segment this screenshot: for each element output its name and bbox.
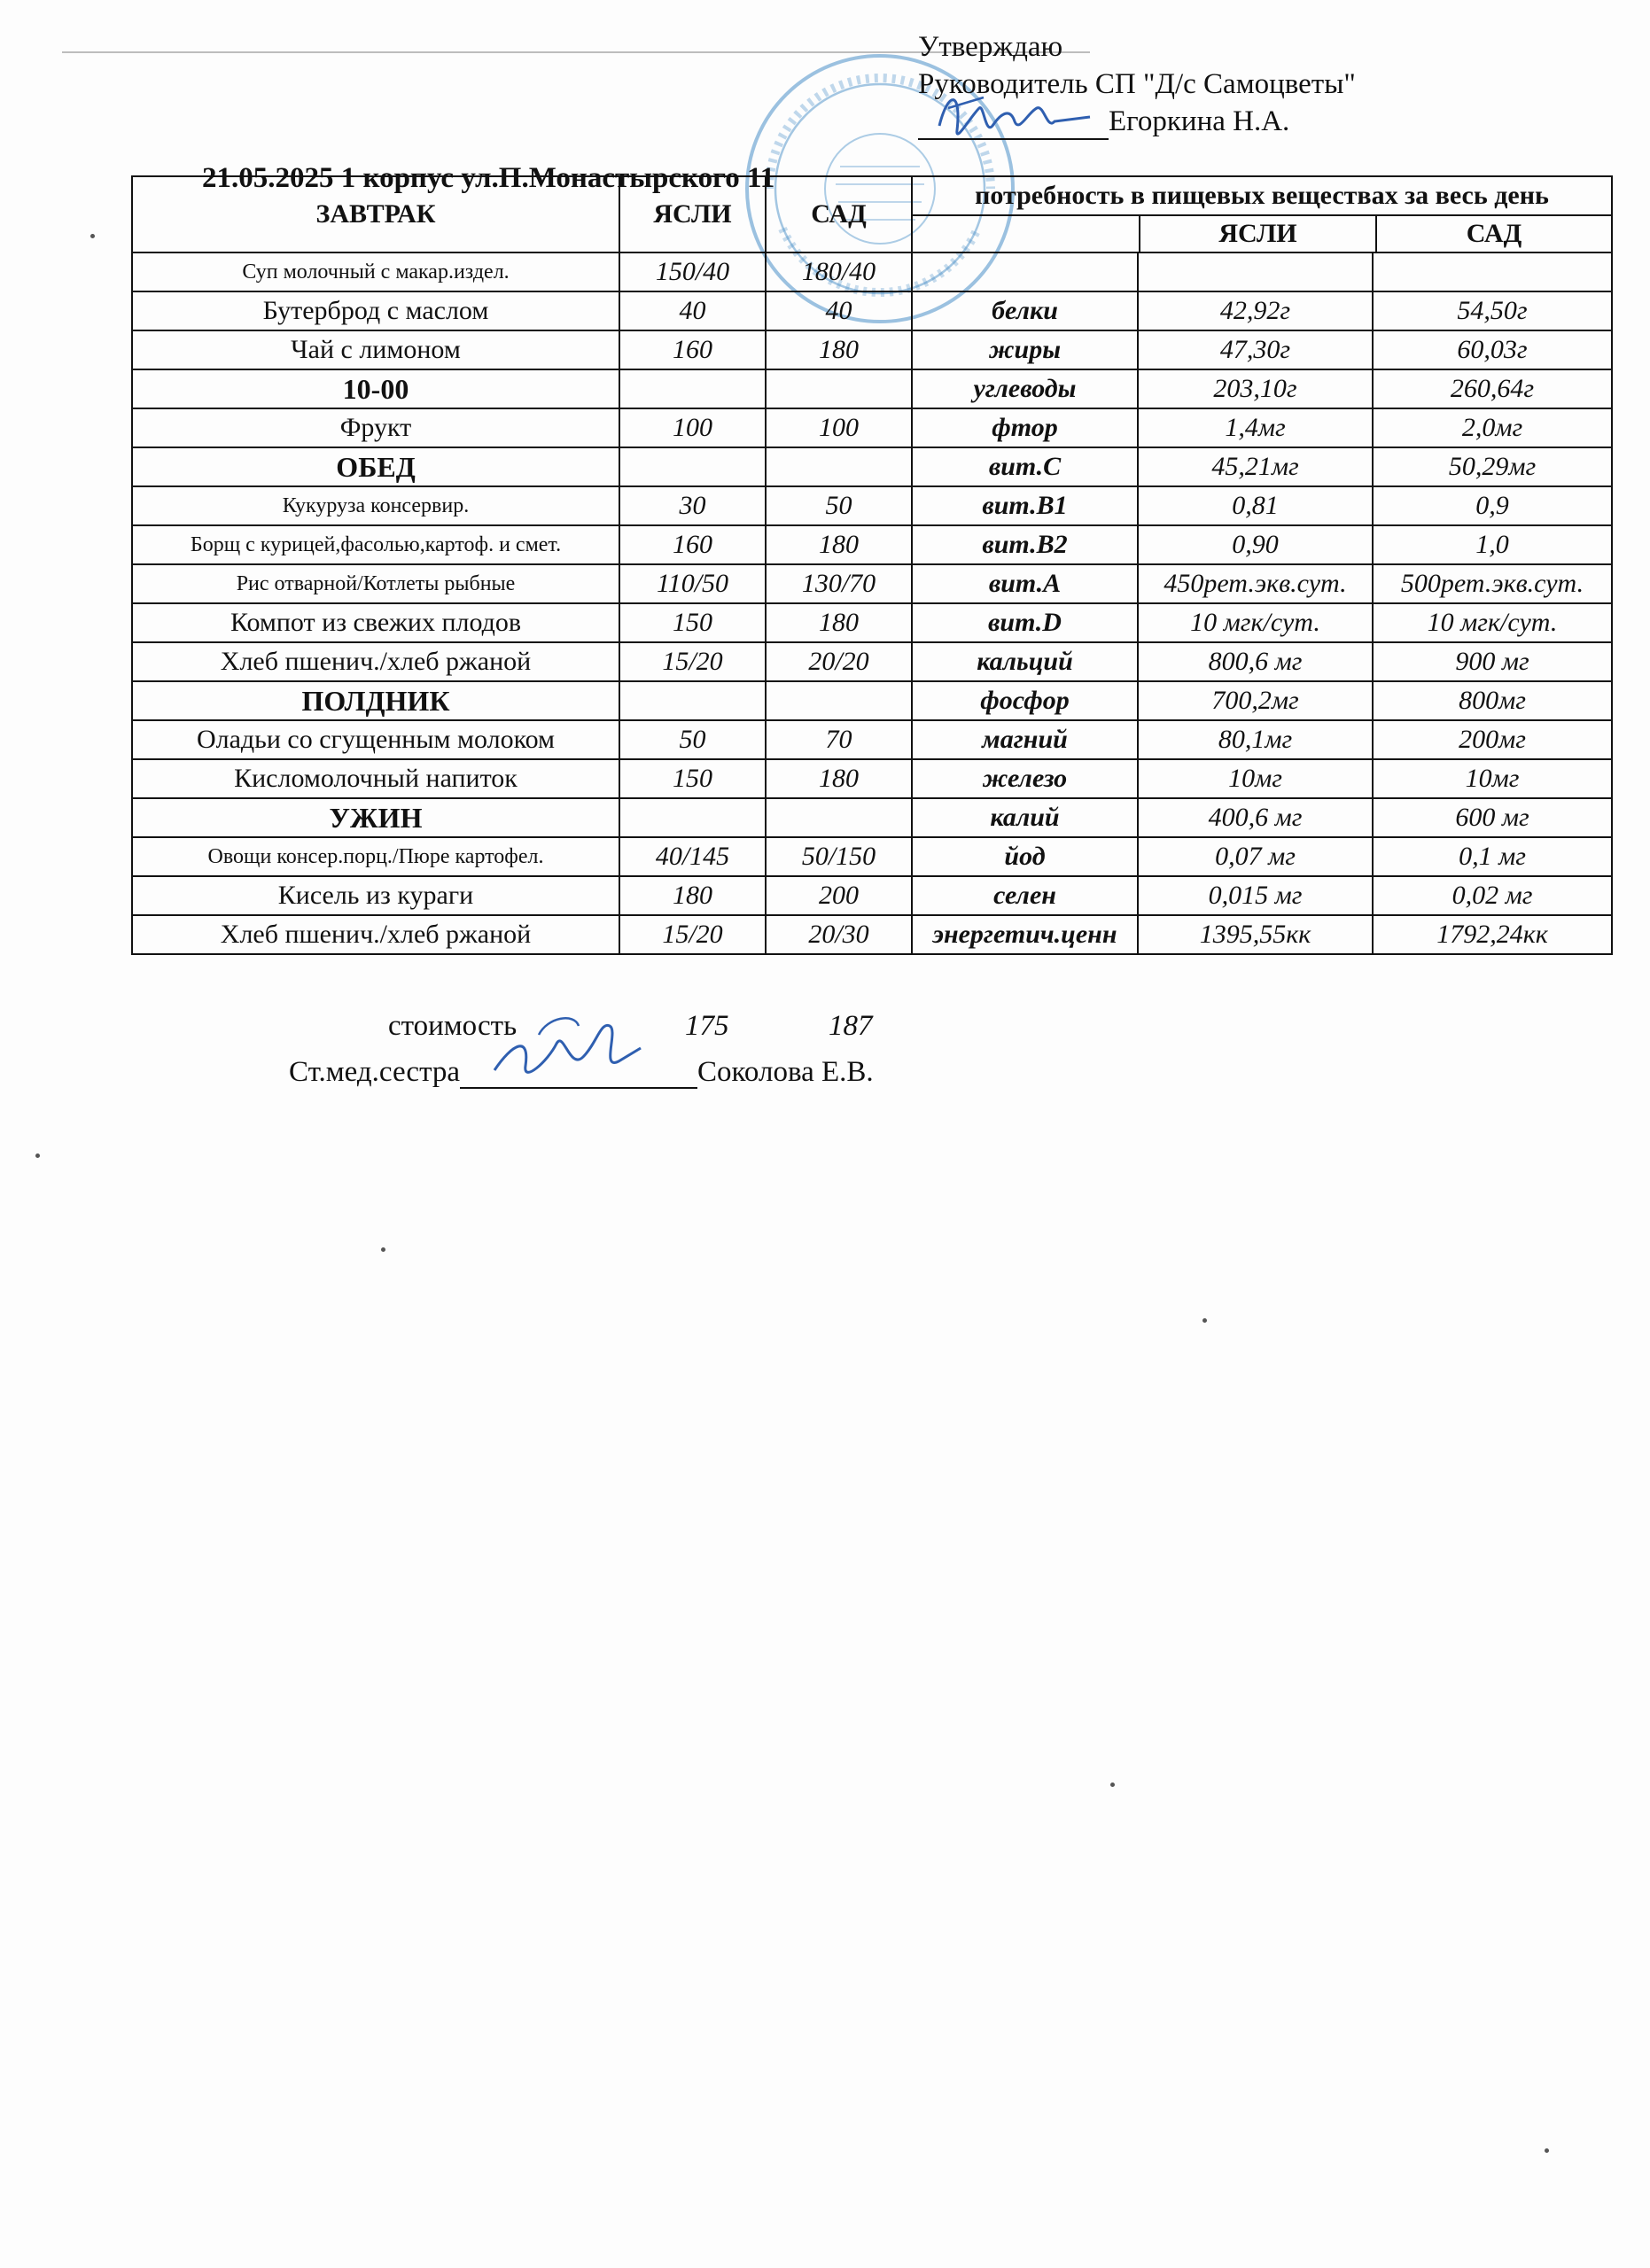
cost-yasli: 175 (685, 1010, 729, 1042)
sad-portion (766, 798, 912, 837)
nutrient-name: фосфор (912, 681, 1138, 720)
yasli-portion: 30 (619, 486, 766, 525)
yasli-portion: 160 (619, 330, 766, 369)
nutrient-yasli: 0,07 мг (1138, 837, 1373, 876)
yasli-portion (619, 369, 766, 408)
table-row (132, 252, 1612, 291)
table-row (132, 369, 1612, 408)
header-n-yasli: ЯСЛИ (1140, 216, 1377, 252)
table-row (132, 486, 1612, 525)
dish-name: Суп молочный с макар.издел. (132, 252, 619, 291)
table-row (132, 642, 1612, 681)
header-yasli: ЯСЛИ (619, 176, 766, 252)
header-nutrients-title: потребность в пищевых веществах за весь день (913, 177, 1611, 216)
sad-portion: 180 (766, 525, 912, 564)
table-row (132, 291, 1612, 330)
dish-name: Фрукт (132, 408, 619, 447)
meal-heading: ОБЕД (132, 447, 619, 486)
nutrient-name: вит.D (912, 603, 1138, 642)
yasli-portion: 150/40 (619, 252, 766, 291)
table-row (132, 330, 1612, 369)
nutrient-name: жиры (912, 330, 1138, 369)
table-row (132, 447, 1612, 486)
nutrient-yasli: 1395,55кк (1138, 915, 1373, 954)
sad-portion: 40 (766, 291, 912, 330)
meal-heading: УЖИН (132, 798, 619, 837)
sad-portion: 180/40 (766, 252, 912, 291)
nutrient-name: вит.А (912, 564, 1138, 603)
dish-name: Кисломолочный напиток (132, 759, 619, 798)
sad-portion: 200 (766, 876, 912, 915)
nutrient-yasli: 450рет.экв.сут. (1138, 564, 1373, 603)
nutrient-yasli: 45,21мг (1138, 447, 1373, 486)
scan-speck (1110, 1783, 1115, 1787)
nutrient-name: фтор (912, 408, 1138, 447)
table-row (132, 837, 1612, 876)
sad-portion: 180 (766, 330, 912, 369)
table-row (132, 603, 1612, 642)
dish-name: Оладьи со сгущенным молоком (132, 720, 619, 759)
dish-name: Борщ с курицей,фасолью,картоф. и смет. (132, 525, 619, 564)
nurse-name: Соколова Е.В. (697, 1056, 874, 1088)
nutrient-sad: 500рет.экв.сут. (1373, 564, 1612, 603)
yasli-portion: 160 (619, 525, 766, 564)
scan-speck (35, 1153, 40, 1158)
sad-portion: 20/20 (766, 642, 912, 681)
approval-line1: Утверждаю (918, 31, 1063, 63)
header-meal: ЗАВТРАК (132, 176, 619, 252)
yasli-portion (619, 447, 766, 486)
approver-name: Егоркина Н.А. (1109, 105, 1290, 137)
nutrient-yasli: 0,90 (1138, 525, 1373, 564)
yasli-portion: 180 (619, 876, 766, 915)
meal-heading: ПОЛДНИК (132, 681, 619, 720)
nutrient-sad: 800мг (1373, 681, 1612, 720)
header-nutrients (912, 176, 1612, 252)
scan-speck (90, 234, 95, 238)
nutrient-name: вит.В1 (912, 486, 1138, 525)
dish-name: Чай с лимоном (132, 330, 619, 369)
sad-portion (766, 681, 912, 720)
nutrient-name: энергетич.ценн (912, 915, 1138, 954)
nutrient-yasli: 0,015 мг (1138, 876, 1373, 915)
scan-speck (381, 1247, 385, 1252)
yasli-portion: 100 (619, 408, 766, 447)
nutrient-sad: 1792,24кк (1373, 915, 1612, 954)
dish-name: Кисель из кураги (132, 876, 619, 915)
yasli-portion: 15/20 (619, 642, 766, 681)
scan-speck (1202, 1318, 1207, 1323)
nutrient-sad: 1,0 (1373, 525, 1612, 564)
nurse-role: Ст.мед.сестра (289, 1056, 461, 1088)
nutrient-name: углеводы (912, 369, 1138, 408)
nutrient-yasli (1138, 252, 1373, 291)
dish-name: Бутерброд с маслом (132, 291, 619, 330)
table-row (132, 915, 1612, 954)
table-header-row (132, 176, 1612, 252)
nutrient-sad: 200мг (1373, 720, 1612, 759)
dish-name: Компот из свежих плодов (132, 603, 619, 642)
sad-portion: 130/70 (766, 564, 912, 603)
cost-label: стоимость (388, 1010, 518, 1042)
nutrient-yasli: 1,4мг (1138, 408, 1373, 447)
dish-name: Хлеб пшенич./хлеб ржаной (132, 915, 619, 954)
table-row (132, 525, 1612, 564)
table-row (132, 798, 1612, 837)
header-sad: САД (766, 176, 912, 252)
yasli-portion: 150 (619, 603, 766, 642)
yasli-portion: 40/145 (619, 837, 766, 876)
nutrient-yasli: 10 мгк/сут. (1138, 603, 1373, 642)
table-row (132, 759, 1612, 798)
yasli-portion: 110/50 (619, 564, 766, 603)
sad-portion: 20/30 (766, 915, 912, 954)
nutrient-name: железо (912, 759, 1138, 798)
sad-portion (766, 369, 912, 408)
nutrient-yasli: 80,1мг (1138, 720, 1373, 759)
nutrient-sad: 2,0мг (1373, 408, 1612, 447)
nutrient-name: вит.В2 (912, 525, 1138, 564)
table-row (132, 564, 1612, 603)
nutrient-yasli: 10мг (1138, 759, 1373, 798)
yasli-portion (619, 798, 766, 837)
nutrient-name: магний (912, 720, 1138, 759)
table-row (132, 408, 1612, 447)
dish-name: Овощи консер.порц./Пюре картофел. (132, 837, 619, 876)
nutrient-sad: 10мг (1373, 759, 1612, 798)
nutrient-yasli: 700,2мг (1138, 681, 1373, 720)
cost-sad: 187 (829, 1010, 873, 1042)
approval-line2: Руководитель СП "Д/с Самоцветы" (918, 68, 1356, 100)
yasli-portion (619, 681, 766, 720)
header-n-sad: САД (1466, 219, 1522, 248)
nutrient-yasli: 800,6 мг (1138, 642, 1373, 681)
sad-portion: 180 (766, 759, 912, 798)
sad-portion: 180 (766, 603, 912, 642)
sad-portion: 100 (766, 408, 912, 447)
nutrient-name: йод (912, 837, 1138, 876)
yasli-portion: 50 (619, 720, 766, 759)
nutrient-yasli: 0,81 (1138, 486, 1373, 525)
nutrient-name: кальций (912, 642, 1138, 681)
nurse-signature-line (460, 1059, 697, 1089)
nutrient-yasli: 42,92г (1138, 291, 1373, 330)
nutrient-sad: 0,02 мг (1373, 876, 1612, 915)
nutrient-name (912, 252, 1138, 291)
nutrient-sad: 0,1 мг (1373, 837, 1612, 876)
nutrient-name: калий (912, 798, 1138, 837)
table-row (132, 681, 1612, 720)
nutrient-sad: 260,64г (1373, 369, 1612, 408)
nutrient-sad: 10 мгк/сут. (1373, 603, 1612, 642)
dish-name: Хлеб пшенич./хлеб ржаной (132, 642, 619, 681)
nutrient-yasli: 400,6 мг (1138, 798, 1373, 837)
yasli-portion: 40 (619, 291, 766, 330)
yasli-portion: 150 (619, 759, 766, 798)
nurse-block (289, 1056, 874, 1089)
sad-portion: 50/150 (766, 837, 912, 876)
sad-portion: 70 (766, 720, 912, 759)
table-row (132, 876, 1612, 915)
nutrient-name: вит.С (912, 447, 1138, 486)
menu-table (131, 175, 1613, 955)
meal-heading: 10-00 (132, 369, 619, 408)
director-signature (930, 82, 1099, 152)
dish-name: Кукуруза консервир. (132, 486, 619, 525)
page-title: 21.05.2025 1 корпус ул.П.Монастырского 11 (202, 162, 775, 194)
dish-name: Рис отварной/Котлеты рыбные (132, 564, 619, 603)
nutrient-sad: 50,29мг (1373, 447, 1612, 486)
nutrient-sad: 0,9 (1373, 486, 1612, 525)
nutrient-yasli: 47,30г (1138, 330, 1373, 369)
yasli-portion: 15/20 (619, 915, 766, 954)
nutrient-sad: 600 мг (1373, 798, 1612, 837)
header-nutrients-blank (913, 216, 1140, 252)
nutrient-sad: 54,50г (1373, 291, 1612, 330)
sad-portion: 50 (766, 486, 912, 525)
nutrient-yasli: 203,10г (1138, 369, 1373, 408)
nutrient-sad: 60,03г (1373, 330, 1612, 369)
sad-portion (766, 447, 912, 486)
scan-speck (1545, 2148, 1549, 2153)
nutrient-name: селен (912, 876, 1138, 915)
table-row (132, 720, 1612, 759)
nutrient-sad (1373, 252, 1612, 291)
nutrient-name: белки (912, 291, 1138, 330)
nutrient-sad: 900 мг (1373, 642, 1612, 681)
